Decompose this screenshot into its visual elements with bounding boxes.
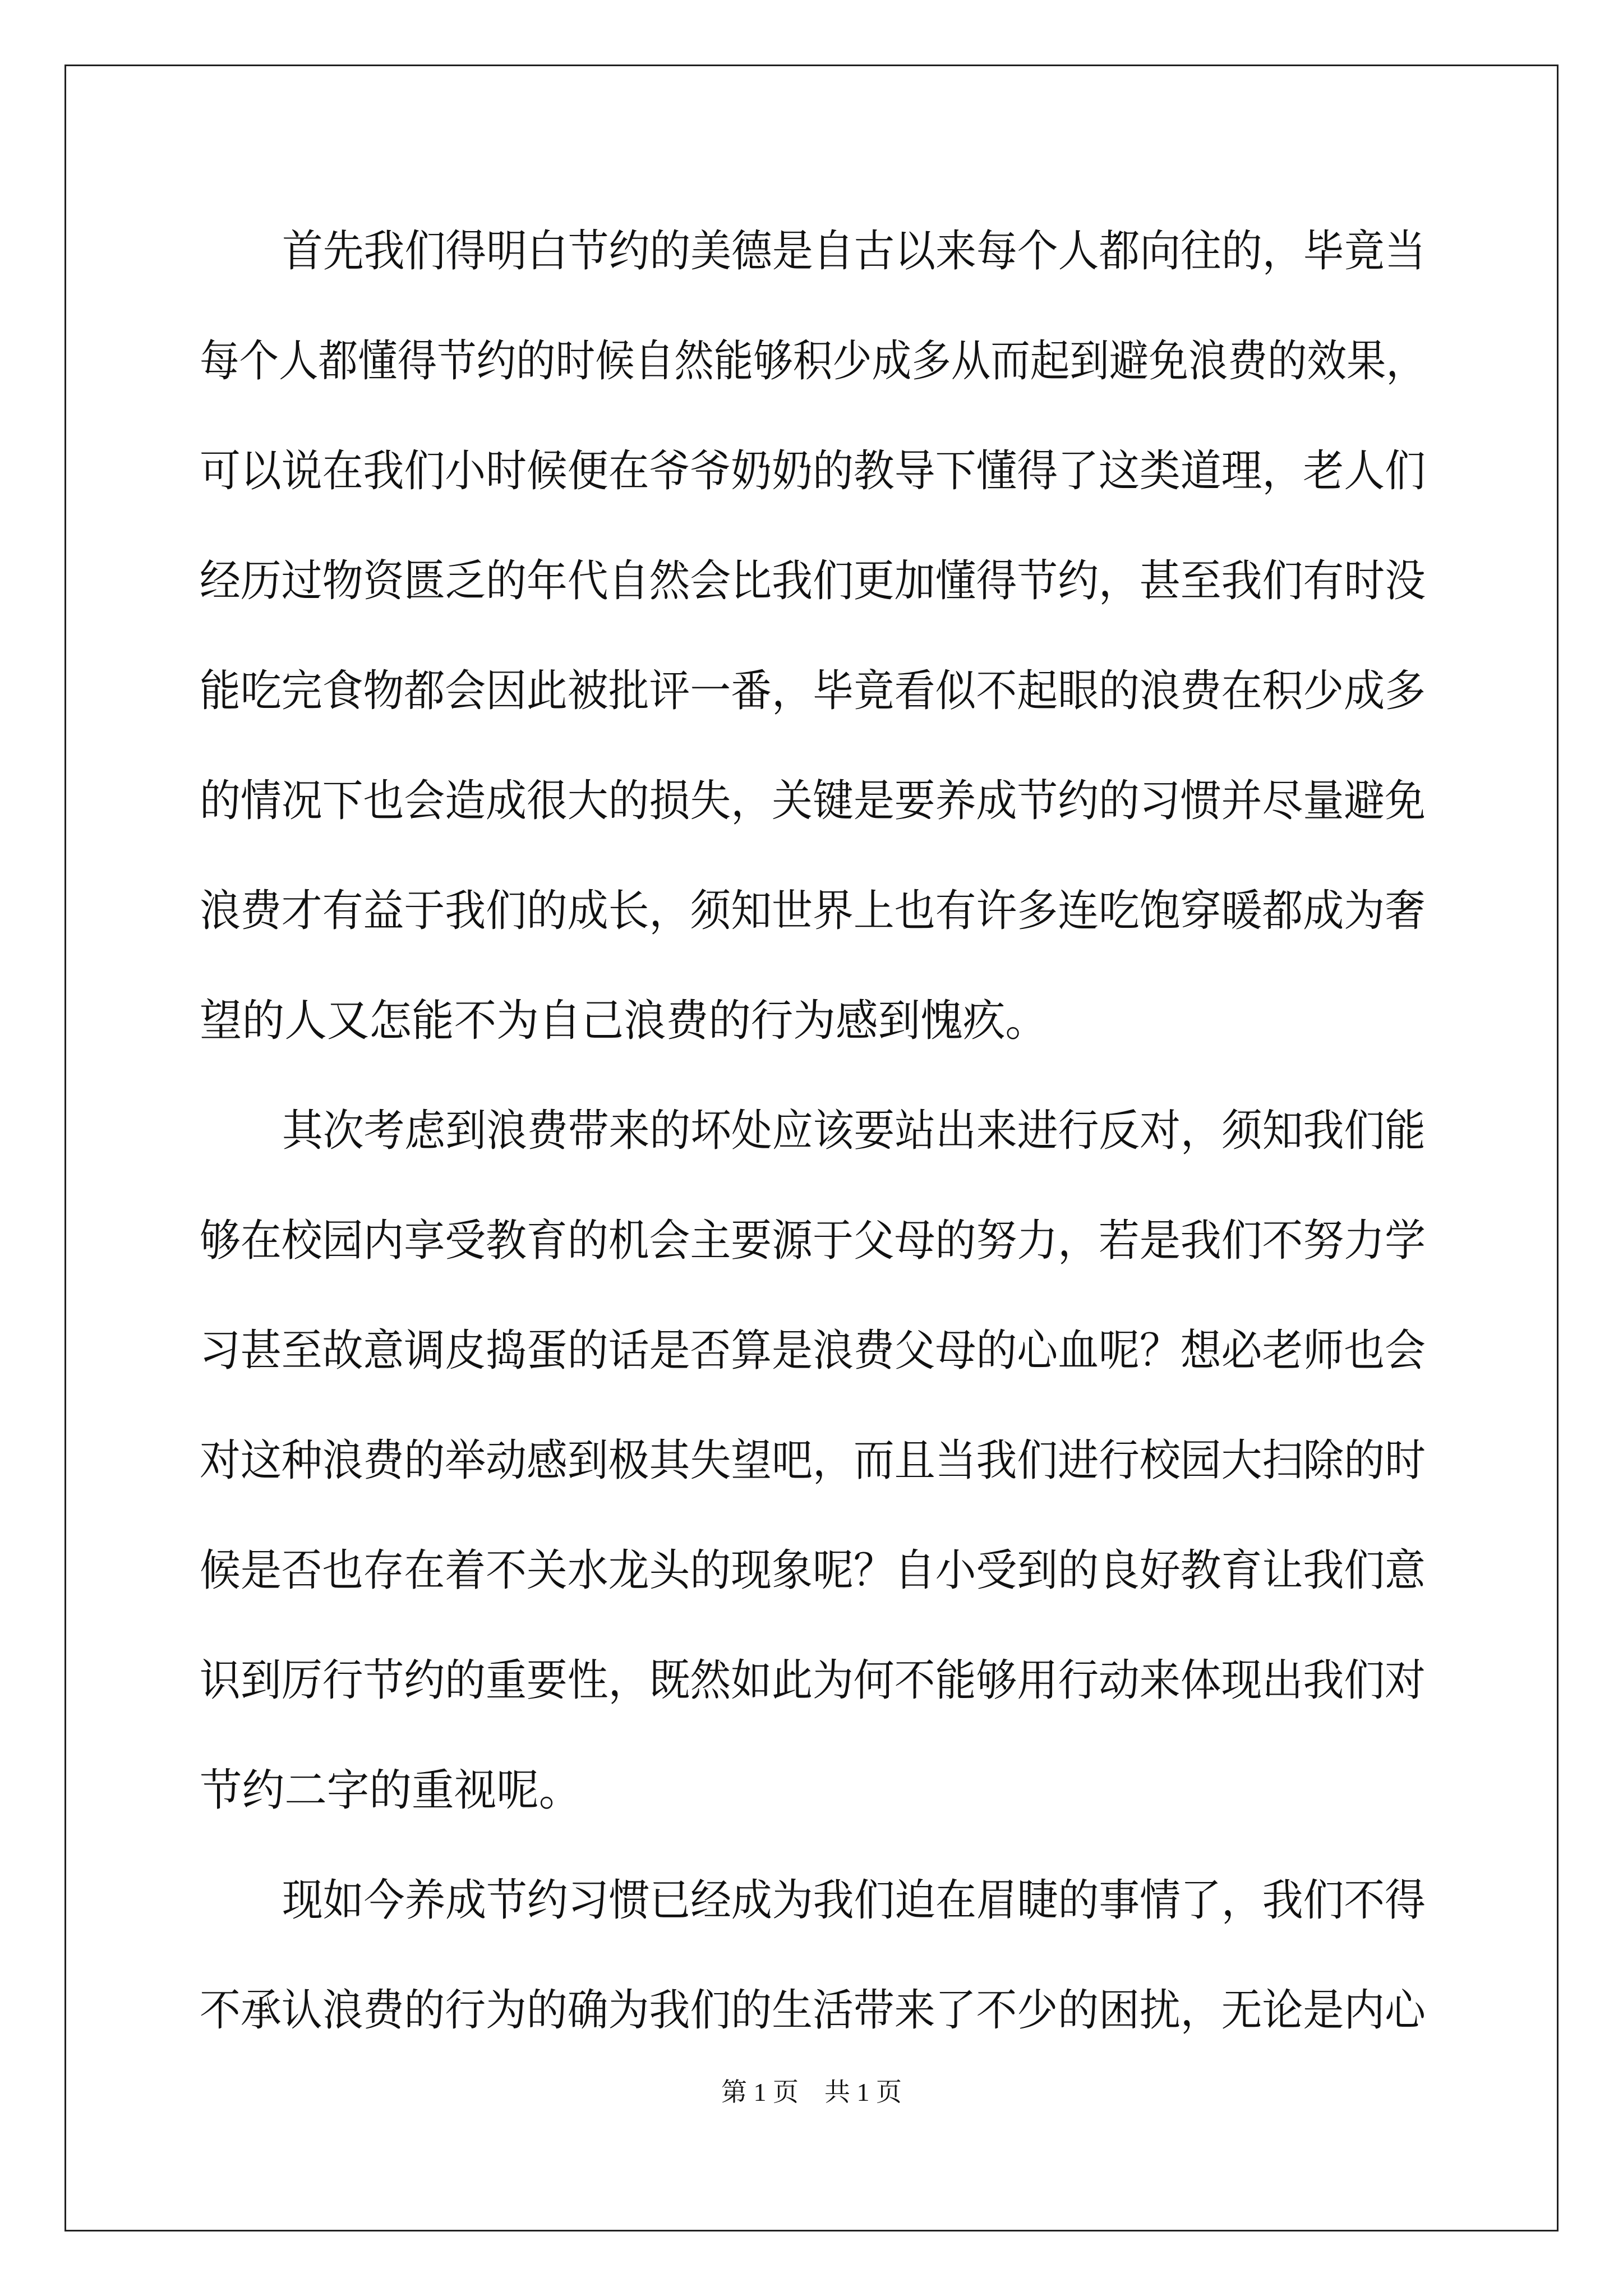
text-line: 节约二字的重视呢。 xyxy=(200,1765,582,1816)
text-line: 习甚至故意调皮捣蛋的话是否算是浪费父母的心血呢？想必老师也会 xyxy=(200,1326,1426,1376)
text-line: 现如今养成节约习惯已经成为我们迫在眉睫的事情了，我们不得 xyxy=(282,1875,1426,1926)
text-line: 可以说在我们小时候便在爷爷奶奶的教导下懂得了这类道理，老人们 xyxy=(200,446,1426,496)
text-line: 能吃完食物都会因此被批评一番，毕竟看似不起眼的浪费在积少成多 xyxy=(200,666,1426,716)
text-line: 首先我们得明白节约的美德是自古以来每个人都向往的，毕竟当 xyxy=(282,226,1426,277)
text-line: 浪费才有益于我们的成长，须知世界上也有许多连吃饱穿暖都成为奢 xyxy=(200,886,1426,936)
text-line: 经历过物资匮乏的年代自然会比我们更加懂得节约，甚至我们有时没 xyxy=(200,556,1426,606)
text-line: 望的人又怎能不为自己浪费的行为感到愧疚。 xyxy=(200,996,1048,1046)
text-line: 的情况下也会造成很大的损失，关键是要养成节约的习惯并尽量避免 xyxy=(200,776,1426,826)
text-line: 每个人都懂得节约的时候自然能够积少成多从而起到避免浪费的效果， xyxy=(200,336,1426,386)
text-line: 识到厉行节约的重要性，既然如此为何不能够用行动来体现出我们对 xyxy=(200,1655,1426,1706)
page-number-footer: 第 1 页 共 1 页 xyxy=(721,2078,902,2106)
text-line: 候是否也存在着不关水龙头的现象呢？自小受到的良好教育让我们意 xyxy=(200,1545,1426,1596)
text-line: 对这种浪费的举动感到极其失望吧，而且当我们进行校园大扫除的时 xyxy=(200,1435,1426,1486)
text-line: 够在校园内享受教育的机会主要源于父母的努力，若是我们不努力学 xyxy=(200,1216,1426,1266)
text-line: 其次考虑到浪费带来的坏处应该要站出来进行反对，须知我们能 xyxy=(282,1106,1426,1156)
text-line: 不承认浪费的行为的确为我们的生活带来了不少的困扰，无论是内心 xyxy=(200,1985,1426,2036)
